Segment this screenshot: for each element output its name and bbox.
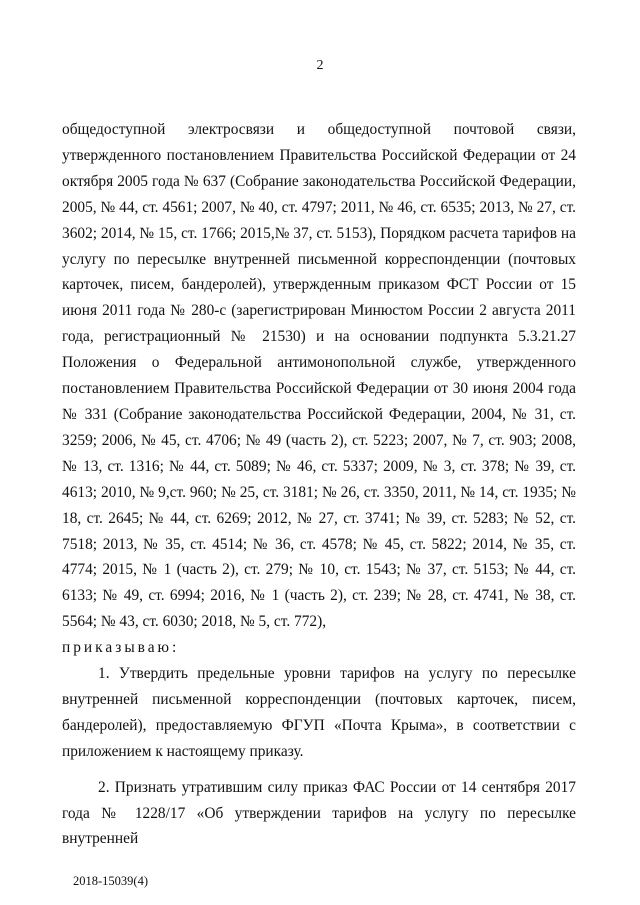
page-number: 2: [316, 58, 324, 73]
order-item-1: 1. Утвердить предельные уровни тарифов на услугу по пересылке внутренней письменной корреспонденции (почтовых карточек, писем, бандеролей), предоставляемую ФГУП «Почта Крыма», в соответствии с приложением к настоящему приказу.: [62, 665, 576, 760]
order-item-2: 2. Признать утратившим силу приказ ФАС России от 14 сентября 2017 года № 1228/17 «Об утверждении тарифов на услугу по пересылке внутренней: [62, 778, 576, 848]
document-registration-code: 2018-15039(4): [73, 874, 148, 888]
order-word: приказываю:: [62, 639, 180, 657]
document-body: [62, 117, 576, 852]
intro-paragraph: общедоступной электросвязи и общедоступной почтовой связи, утвержденного постановлением Правительства Российской Федерации от 24 октября 2005 года № 637 (Собрание законодательства Российской Федерации, 2005, № 44, ст. 4561; 2007, № 40, ст. 4797; 2011, № 46, ст. 6535; 2013, № 27, ст. 3602; 2014, № 15, ст. 1766; 2015,№ 37, ст. 5153), Порядком расчета тарифов на услугу по пересылке внутренней письменной корреспонденции (почтовых карточек, писем, бандеролей), утвержденным приказом ФСТ России от 15 июня 2011 года № 280-с (зарегистрирован Минюстом России 2 августа 2011 года, регистрационный № 21530) и на основании подпункта 5.3.21.27 Положения о Федеральной антимонопольной службе, утвержденного постановлением Правительства Российской Федерации от 30 июня 2004 года № 331 (Собрание законодательства Российской Федерации, 2004, № 31, ст. 3259; 2006, № 45, ст. 4706; № 49 (часть 2), ст. 5223; 2007, № 7, ст. 903; 2008, № 13, ст. 1316; № 44, ст. 5089; № 46, ст. 5337; 2009, № 3, ст. 378; № 39, ст. 4613; 2010, № 9,ст. 960; № 25, ст. 3181; № 26, ст. 3350, 2011, № 14, ст. 1935; № 18, ст. 2645; № 44, ст. 6269; 2012, № 27, ст. 3741; № 39, ст. 5283; № 52, ст. 7518; 2013, № 35, ст. 4514; № 36, ст. 4578; № 45, ст. 5822; 2014, № 35, ст. 4774; 2015, № 1 (часть 2), ст. 279; № 10, ст. 1543; № 37, ст. 5153; № 44, ст. 6133; № 49, ст. 6994; 2016, № 1 (часть 2), ст. 239; № 28, ст. 4741, № 38, ст. 5564; № 43, ст. 6030; 2018, № 5, ст. 772),: [62, 121, 576, 631]
